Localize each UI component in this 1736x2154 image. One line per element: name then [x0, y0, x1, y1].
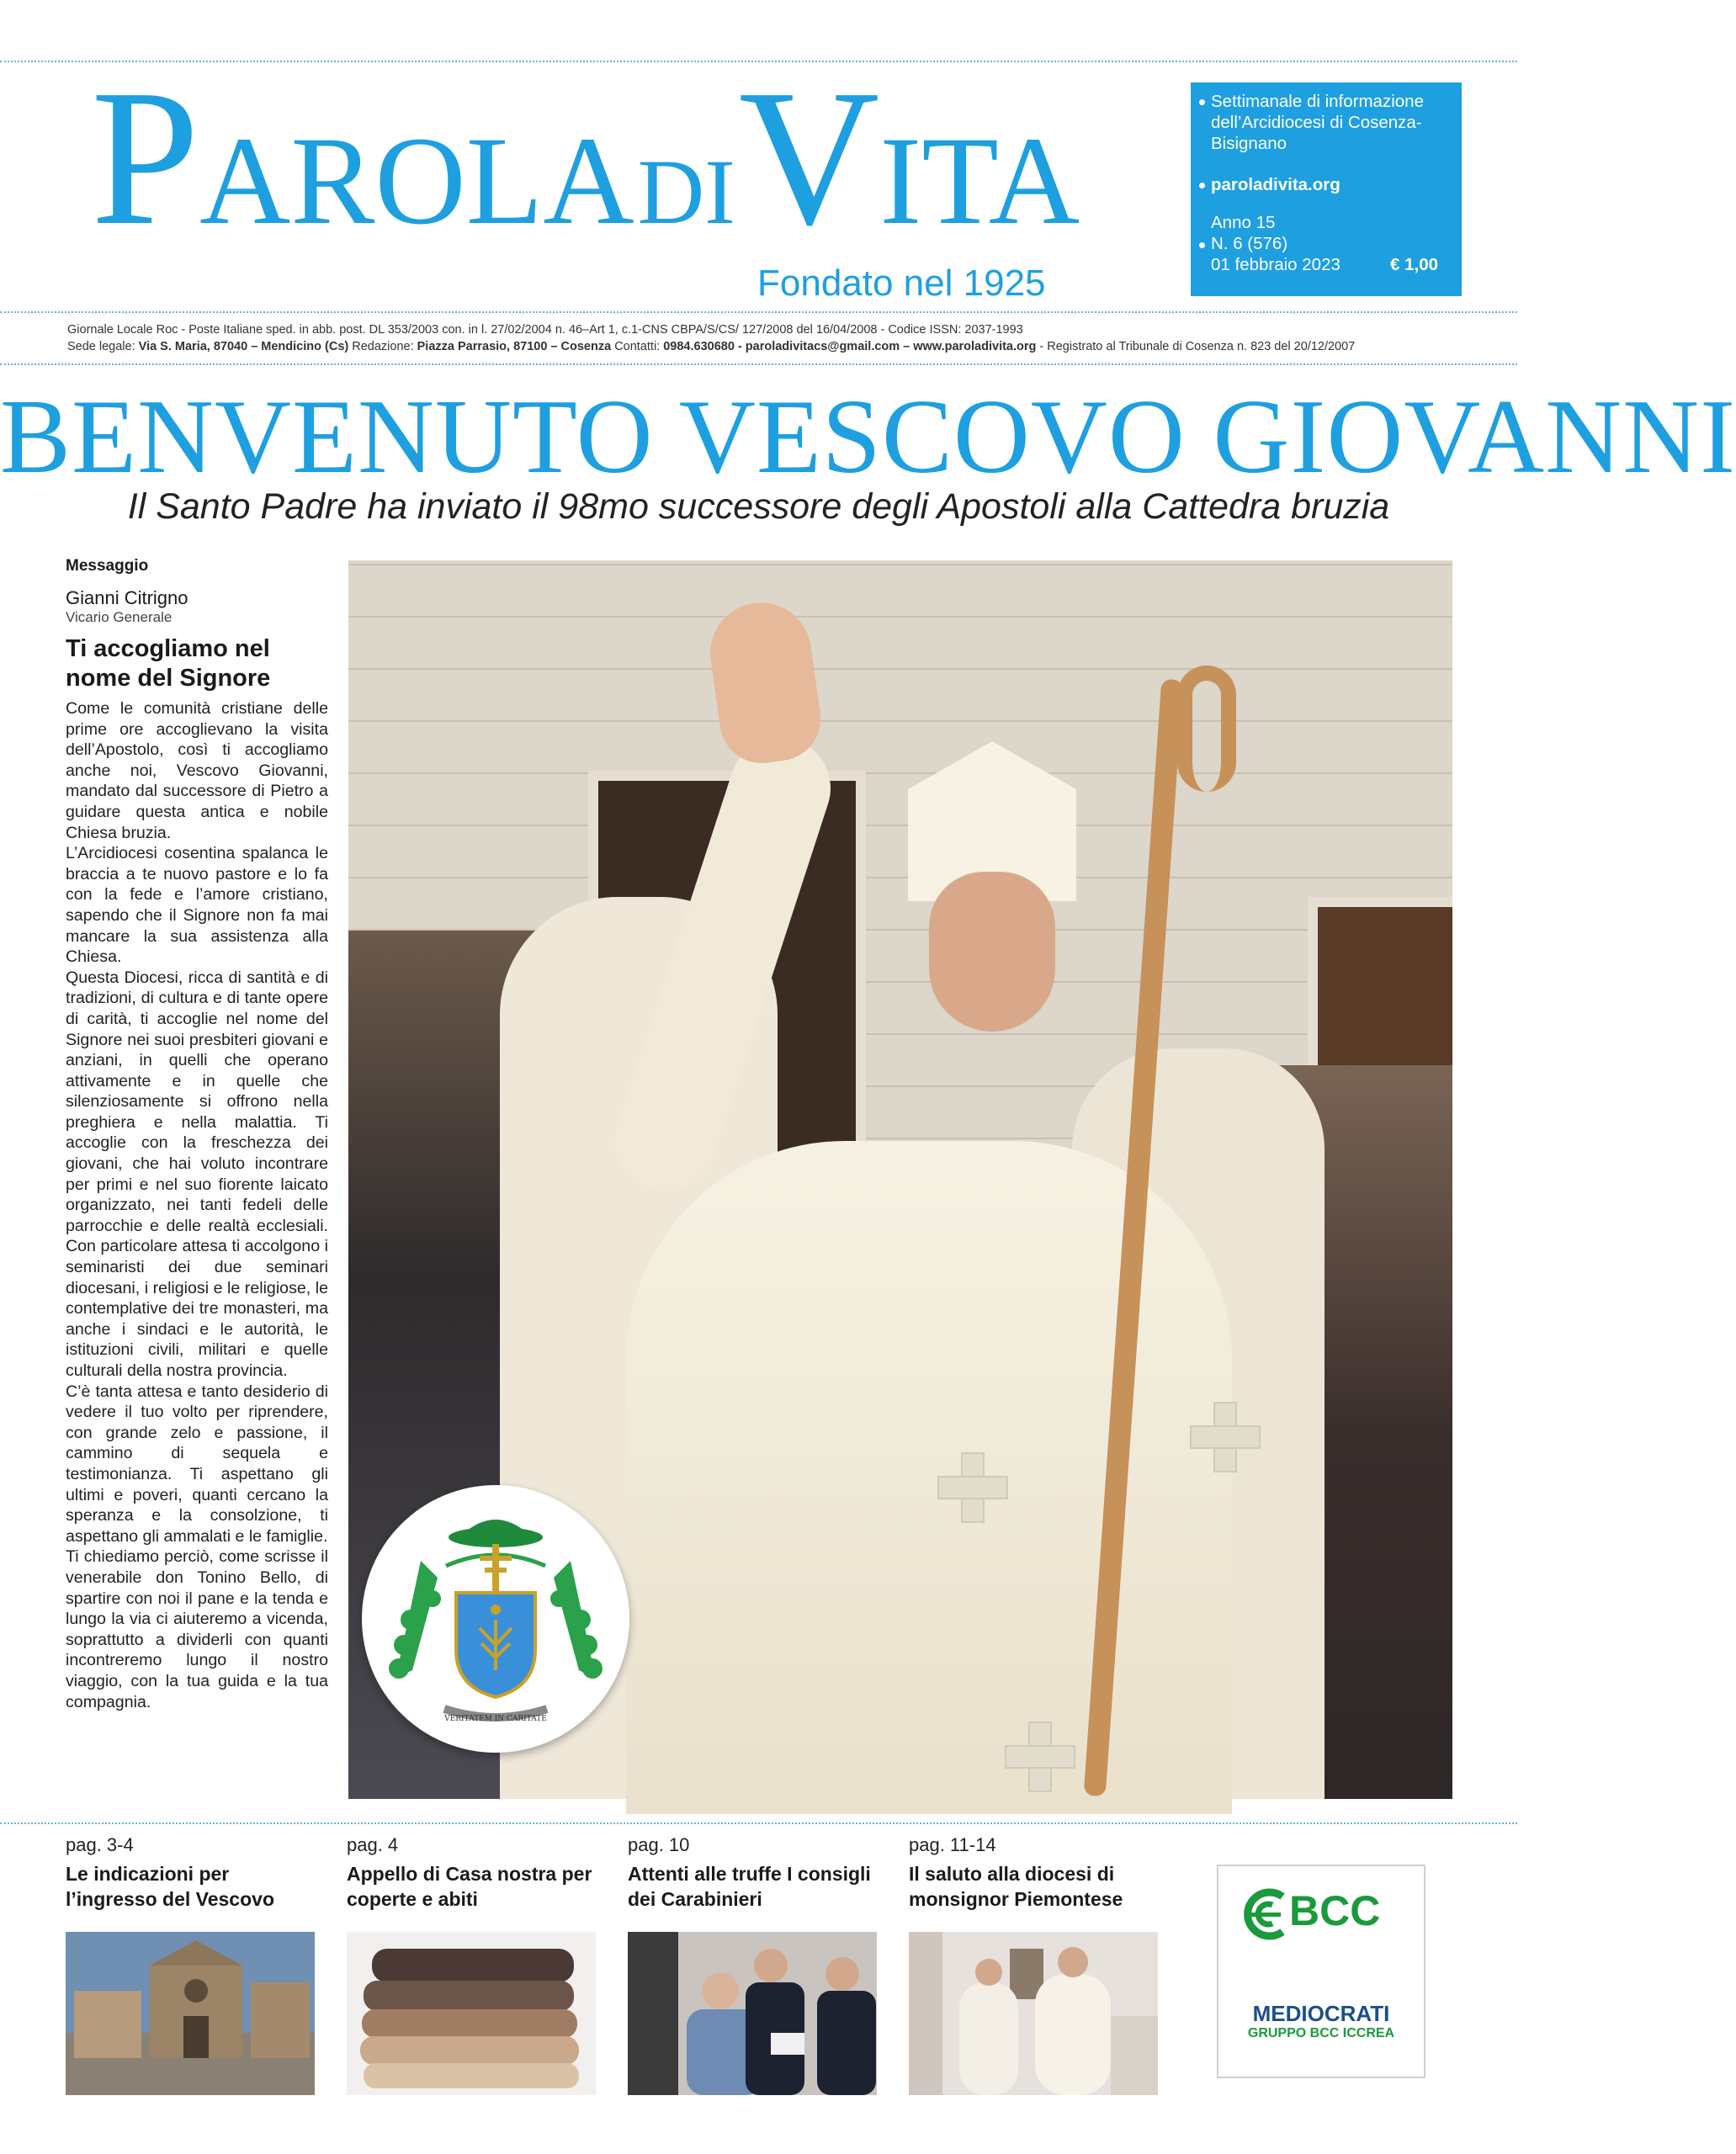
founded-tagline: Fondato nel 1925: [757, 263, 1046, 304]
teaser-title: Appello di Casa nostra per coperte e abiti: [347, 1863, 592, 1910]
cathedral-thumbnail: [66, 1932, 315, 2095]
front-page-headline: BENVENUTO VESCOVO GIOVANNI: [0, 379, 1736, 496]
masthead-dotted-rule: [0, 311, 1517, 313]
article-author: Gianni Citrigno: [66, 587, 188, 608]
blankets-thumbnail: [347, 1932, 596, 2095]
teaser-page: pag. 10: [628, 1834, 690, 1855]
teaser-page: pag. 4: [347, 1834, 399, 1855]
carabinieri-thumbnail: [628, 1932, 877, 2095]
teaser-page: pag. 11-14: [909, 1834, 996, 1855]
teaser-1[interactable]: [66, 1834, 318, 1912]
bcc-logo-icon: [1239, 1885, 1289, 1944]
article-kicker: Messaggio: [66, 557, 149, 575]
legal-line-1: Giornale Locale Roc - Poste Italiane sped. in abb. post. DL 353/2003 con. in l. 27/02/2004 n. 46–Art 1, c.1-CNS CBPA/S/CS/ 127/2008 del 16/04/2008 - Codice ISSN: 2037-1993: [67, 323, 1023, 337]
article-paragraph: C’è tanta attesa e tanto desiderio di vedere il tuo volto per riprendere, con grande zelo e passione, il cammino di sequela e testimonianza. Ti aspettano gli ultimi e poveri, quanti cercano la speranza e la consolzione, ti aspettano gli ammalati e le famiglie.: [66, 1382, 328, 1546]
bishop-greeting-thumbnail: [909, 1932, 1158, 2095]
issue-infobox: [1191, 82, 1462, 296]
bcc-mediocrati-ad[interactable]: [1217, 1865, 1425, 2078]
publication-description: Settimanale di informazione dell’Arcidiocesi di Cosenza-Bisignano: [1211, 92, 1424, 153]
bcc-brand: BCC: [1289, 1887, 1381, 1934]
teaser-title: Le indicazioni per l’ingresso del Vescovo: [66, 1863, 274, 1910]
article-paragraph: Come le comunità cristiane delle prime ore accoglievano la visita dell’Apostolo, così ti accogliamo anche noi, Vescovo Giovanni, mandato dal successore di Pietro a guidare questa antica e nobile Chiesa bruzia.: [66, 699, 328, 842]
website-link[interactable]: paroladivita.org: [1211, 175, 1340, 194]
front-page-subheadline: Il Santo Padre ha inviato il 98mo successore degli Apostoli alla Cattedra bruzia: [127, 486, 1390, 527]
issue-date: 01 febbraio 2023 € 1,00: [1211, 255, 1438, 274]
legal-line-2: Sede legale: Via S. Maria, 87040 – Mendicino (Cs) Redazione: Piazza Parrasio, 87100 – Cosenza Contatti: 0984.630680 - paroladivitacs@gmail.com – www.paroladivita.org - Registrato al Tribunale di Cosenza n. 823 del 20/12/2007: [67, 340, 1356, 353]
issue-year: Anno 15: [1211, 213, 1276, 232]
teaser-3[interactable]: [628, 1834, 880, 1912]
article-paragraph: Questa Diocesi, ricca di santità e di tradizioni, di cultura e di tante opere di carità, ti accoglie nel nome del Signore nei suoi presbiteri giovani e anziani, in quelli che operano attivamente e in quelle che silenziosamente si offrono nella preghiera e nella malattia. Ti accoglie con la freschezza dei giovani, che hai voluto incontrare per primi e nel suo fiorente laicato organizzato, nei tanti fedeli delle parrocchie e delle realtà ecclesiali. Con particolare attesa ti accolgono i seminaristi dei due seminari diocesani, i religiosi e le religiose, le contemplative dei tre monasteri, ma anche i sindaci e le autorità, le istituzioni civili, militari e quelle culturali della nostra provincia.: [66, 968, 328, 1380]
teaser-page: pag. 3-4: [66, 1834, 134, 1855]
article-body: [66, 698, 328, 1712]
article-paragraph: L’Arcidiocesi cosentina spalanca le braccia a te nuovo pastore e lo fa con la fede e l’amore cristiano, sapendo che il Signore non fa mai mancare la sua assistenza alla Chiesa.: [66, 844, 328, 967]
crest-motto: VERITATEM IN CARITATE: [444, 1715, 547, 1723]
bottom-dotted-rule: [0, 1822, 1517, 1824]
bank-name: MEDIOCRATI: [1252, 2001, 1390, 2026]
issue-number: N. 6 (576): [1211, 234, 1288, 253]
article-title: Ti accogliamo nel nome del Signore: [66, 635, 271, 692]
teaser-title: Attenti alle truffe I consigli dei Carabinieri: [628, 1863, 871, 1910]
coat-of-arms-emblem: [362, 1485, 629, 1753]
editorial-column: [66, 557, 328, 1712]
article-author-role: Vicario Generale: [66, 609, 173, 625]
bank-group: GRUPPO BCC ICCREA: [1247, 2026, 1395, 2040]
masthead-logo: PAROLA DI VITA: [91, 50, 1080, 266]
teaser-4[interactable]: [909, 1834, 1161, 1912]
legal-dotted-rule: [0, 363, 1517, 365]
teaser-2[interactable]: [347, 1834, 599, 1912]
issue-price: € 1,00: [1390, 255, 1438, 274]
article-paragraph: Ti chiediamo perciò, come scrisse il venerabile don Tonino Bello, di spartire con noi il pane e la tenda e lungo la via ci aiuteremo a vicenda, soprattutto a dividerli con quanti incontreremo lungo il nostro viaggio, con la tua guida e la tua compagnia.: [66, 1547, 328, 1711]
teaser-title: Il saluto alla diocesi di monsignor Piemontese: [909, 1863, 1123, 1910]
